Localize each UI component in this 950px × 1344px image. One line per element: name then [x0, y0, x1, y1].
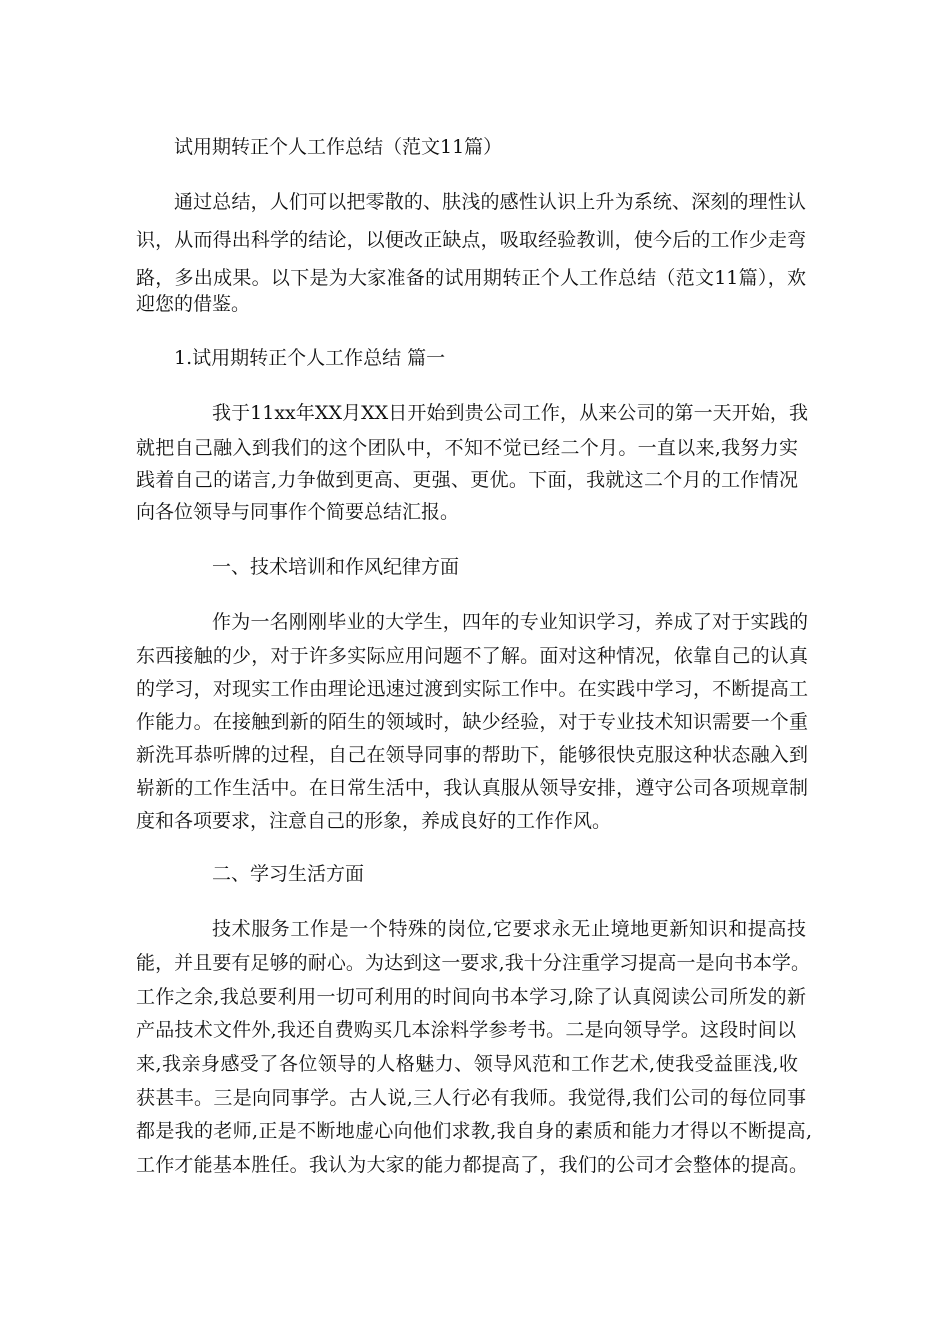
- para2-line-5: 新洗耳恭听牌的过程，自己在领导同事的帮助下，能够很快克服这种状态融入到: [136, 744, 808, 766]
- document-title: 试用期转正个人工作总结（范文11篇）: [174, 136, 503, 158]
- intro-line-2: 识，从而得出科学的结论，以便改正缺点，吸取经验教训，使今后的工作少走弯: [136, 229, 806, 251]
- para2-line-3: 的学习，对现实工作由理论迅速过渡到实际工作中。在实践中学习，不断提高工: [136, 678, 808, 700]
- para2-line-4: 作能力。在接触到新的陌生的领域时，缺少经验，对于专业技术知识需要一个重: [136, 711, 808, 733]
- para2-line-7: 度和各项要求，注意自己的形象，养成良好的工作作风。: [136, 810, 612, 832]
- para2-line-2: 东西接触的少，对于许多实际应用问题不了解。面对这种情况，依靠自己的认真: [136, 645, 808, 667]
- para3-line-5: 来,我亲身感受了各位领导的人格魅力、领导风范和工作艺术,使我受益匪浅,收: [136, 1053, 798, 1075]
- intro-line-4: 迎您的借鉴。: [136, 293, 251, 315]
- para1-line-4: 向各位领导与同事作个简要总结汇报。: [136, 501, 460, 523]
- para1-line-1: 我于11xx年XX月XX日开始到贵公司工作，从来公司的第一天开始，我: [212, 402, 808, 424]
- intro-line-3: 路，多出成果。以下是为大家准备的试用期转正个人工作总结（范文11篇），欢: [136, 267, 806, 289]
- intro-line-1: 通过总结，人们可以把零散的、肤浅的感性认识上升为系统、深刻的理性认: [174, 191, 806, 213]
- para1-line-3: 践着自己的诺言,力争做到更高、更强、更优。下面，我就这二个月的工作情况: [136, 469, 798, 491]
- para2-line-6: 崭新的工作生活中。在日常生活中，我认真服从领导安排，遵守公司各项规章制: [136, 777, 808, 799]
- para3-line-6: 获甚丰。三是向同事学。古人说,三人行必有我师。我觉得,我们公司的每位同事: [136, 1087, 806, 1109]
- para3-line-8: 工作才能基本胜任。我认为大家的能力都提高了，我们的公司才会整体的提高。: [136, 1154, 808, 1176]
- section-title: 1.试用期转正个人工作总结 篇一: [174, 347, 446, 369]
- para2-line-1: 作为一名刚刚毕业的大学生，四年的专业知识学习，养成了对于实践的: [212, 611, 808, 633]
- para1-line-2: 就把自己融入到我们的这个团队中，不知不觉已经二个月。一直以来,我努力实: [136, 437, 798, 459]
- heading-tech-training: 一、技术培训和作风纪律方面: [212, 556, 460, 578]
- para3-line-3: 工作之余,我总要利用一切可利用的时间向书本学习,除了认真阅读公司所发的新: [136, 986, 806, 1008]
- para3-line-1: 技术服务工作是一个特殊的岗位,它要求永无止境地更新知识和提高技: [212, 918, 806, 940]
- para3-line-4: 产品技术文件外,我还自费购买几本涂料学参考书。二是向领导学。这段时间以: [136, 1019, 796, 1041]
- heading-study-life: 二、学习生活方面: [212, 863, 365, 885]
- para3-line-2: 能，并且要有足够的耐心。为达到这一要求,我十分注重学习提高一是向书本学。: [136, 952, 810, 974]
- para3-line-7: 都是我的老师,正是不断地虚心向他们求教,我自身的素质和能力才得以不断提高,: [136, 1120, 812, 1142]
